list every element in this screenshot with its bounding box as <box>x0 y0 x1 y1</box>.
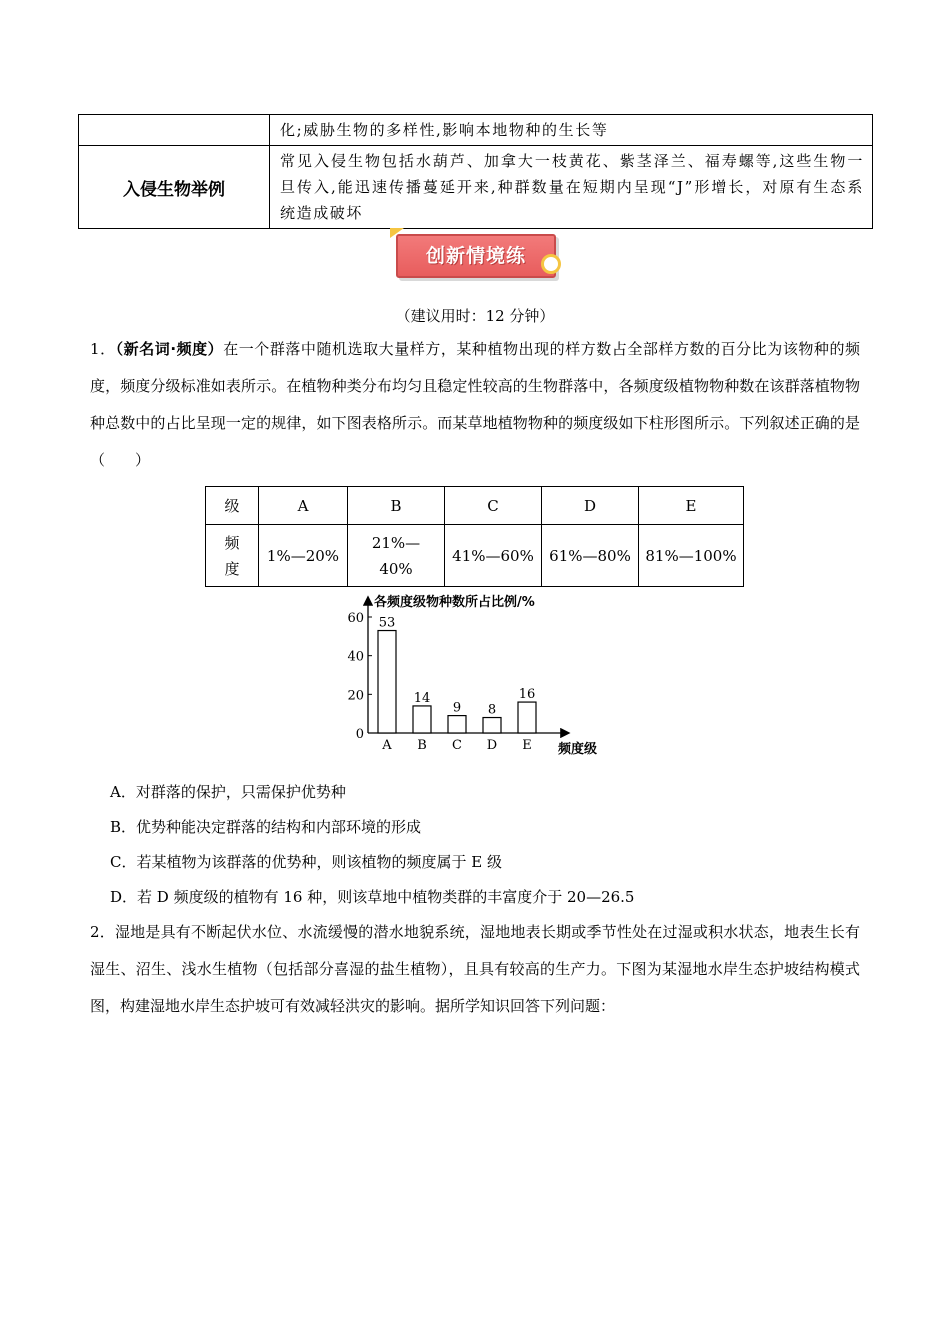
bar-C <box>448 716 466 733</box>
level-cell: A <box>259 487 348 525</box>
table-cell-invasive-examples: 常见入侵生物包括水葫芦、加拿大一枝黄花、紫茎泽兰、福寿螺等,这些生物一旦传入,能迅速传播蔓延开来,种群数量在短期内呈现“J”形增长，对原有生态系统造成破坏 <box>270 146 873 229</box>
option-d[interactable]: D．若 D 频度级的植物有 16 种，则该草地中植物类群的丰富度介于 20—26.5 <box>110 888 635 906</box>
bar-A <box>378 631 396 733</box>
question-2 <box>90 914 860 1025</box>
frequency-label: 频度 <box>224 533 240 578</box>
frequency-level-table <box>205 486 744 587</box>
range-cell: 1%—20% <box>259 525 348 587</box>
x-tick-label: A <box>382 738 392 753</box>
table-header-invasive-examples: 入侵生物举例 <box>79 146 270 229</box>
level-cell: E <box>639 487 744 525</box>
y-tick-label: 20 <box>347 688 364 704</box>
x-tick-label: C <box>452 738 462 753</box>
question-1-number: 1． <box>90 340 116 358</box>
x-tick-label: E <box>522 738 532 753</box>
chart-y-axis-label: 各频度级物种数所占比例/% <box>374 595 535 610</box>
table-cell-impact: 化;威胁生物的多样性,影响本地物种的生长等 <box>270 115 873 146</box>
invasive-species-table <box>78 114 873 229</box>
range-cell <box>348 525 445 587</box>
bar-D <box>483 718 501 733</box>
chart-x-axis-label: 频度级 <box>558 742 598 757</box>
option-a[interactable]: A．对群落的保护，只需保护优势种 <box>110 783 346 801</box>
table-cell-empty <box>79 115 270 146</box>
bar-value-label: 8 <box>487 702 497 718</box>
x-tick-label: D <box>486 738 498 753</box>
y-tick-label: 40 <box>347 649 364 665</box>
question-2-text: 湿地是具有不断起伏水位、水流缓慢的潜水地貌系统，湿地地表长期或季节性处在过湿或积水状态，地表生长有湿生、沼生、浅水生植物（包括部分喜湿的盐生植物），且具有较高的生产力。下图为某湿地水岸生态护坡结构模式图，构建湿地水岸生态护坡可有效减轻洪灾的影响。据所学知识回答下列问题： <box>90 923 860 1015</box>
bar-value-label: 9 <box>452 700 462 716</box>
flag-icon <box>390 228 404 238</box>
level-cell: B <box>348 487 445 525</box>
ring-icon <box>541 254 561 274</box>
bar-value-label: 14 <box>413 690 431 706</box>
range-cell: 41%—60% <box>445 525 542 587</box>
question-1-text: 在一个群落中随机选取大量样方，某种植物出现的样方数占全部样方数的百分比为该物种的频度，频度分级标准如表所示。在植物种类分布均匀且稳定性较高的生物群落中，各频度级植物物种数在该群落植物物种总数中的占比呈现一定的规律，如下图表格所示。而某草地植物物种的频度级如下柱形图所示。下列叙述正确的是（ ） <box>90 340 860 469</box>
bar-B <box>413 706 431 733</box>
x-tick-label: B <box>417 738 427 753</box>
question-1-tag: （新名词·频度） <box>115 340 224 358</box>
table-row-label-frequency <box>206 525 259 587</box>
range-cell-text: 21%—40% <box>371 533 421 578</box>
section-banner <box>396 230 558 276</box>
level-cell: D <box>542 487 639 525</box>
banner-label: 创新情境练 <box>396 234 556 278</box>
level-cell: C <box>445 487 542 525</box>
bar-E <box>518 702 536 733</box>
bar-value-label: 16 <box>518 687 536 703</box>
frequency-bar-chart <box>340 588 615 760</box>
range-cell: 81%—100% <box>639 525 744 587</box>
bar-value-label: 53 <box>378 615 396 631</box>
table-row-label-level: 级 <box>206 487 259 525</box>
option-c[interactable]: C．若某植物为该群落的优势种，则该植物的频度属于 E 级 <box>110 853 502 871</box>
range-cell: 61%—80% <box>542 525 639 587</box>
option-b[interactable]: B．优势种能决定群落的结构和内部环境的形成 <box>110 818 422 836</box>
question-1 <box>90 331 860 479</box>
y-tick-label: 0 <box>355 727 364 742</box>
y-tick-label: 60 <box>347 611 364 626</box>
suggested-time: （建议用时：12 分钟） <box>395 307 555 325</box>
question-2-number: 2． <box>90 923 115 941</box>
